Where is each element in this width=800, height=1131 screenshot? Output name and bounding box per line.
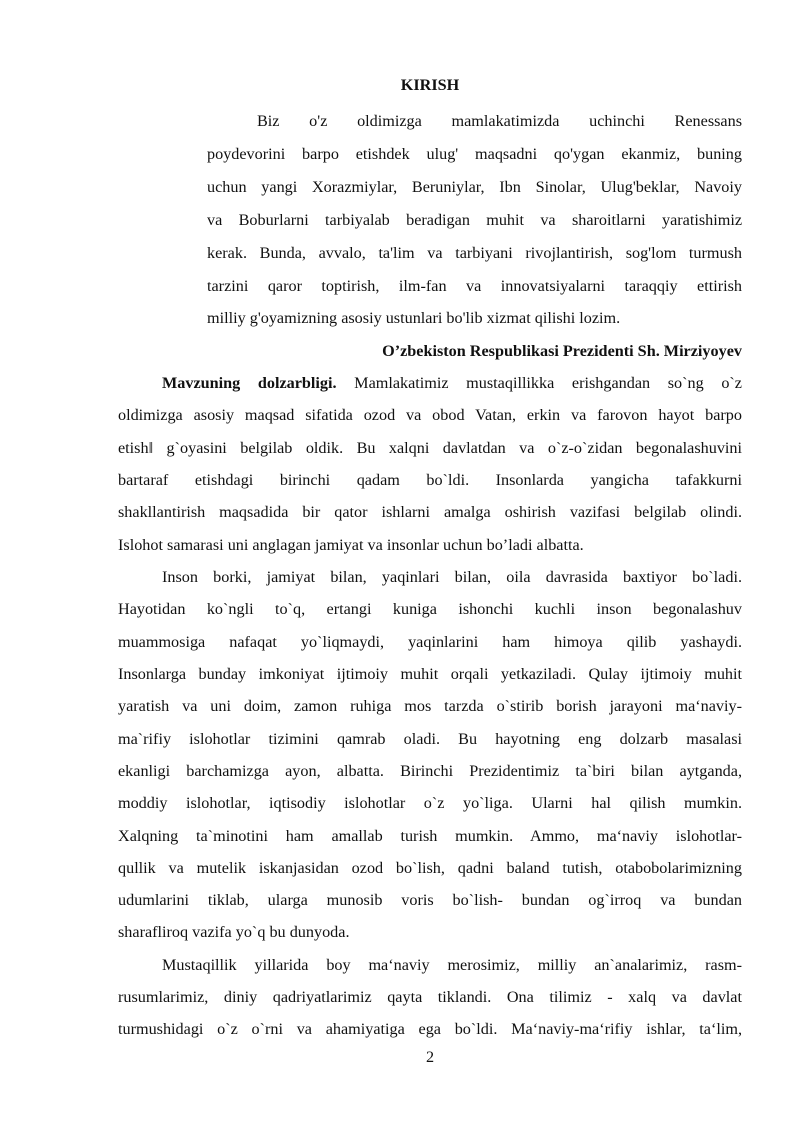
page-number: 2 [425, 1048, 435, 1066]
body-line: sharafliroq vazifa yo`q bu dunyoda. [118, 923, 350, 941]
body-line: oldimizga asosiy maqsad sifatida ozod va obod Vatan, erkin va farovon hayot barpo [118, 406, 742, 424]
page-heading: KIRISH [400, 76, 460, 94]
epigraph-line: Biz o'z oldimizga mamlakatimizda uchinchi Renessans [257, 112, 742, 130]
body-line: Islohot samarasi uni anglagan jamiyat va insonlar uchun bo’ladi albatta. [118, 536, 584, 554]
body-line: Hayotidan ko`ngli to`q, ertangi kuniga ishonchi kuchli inson begonalashuv [118, 600, 742, 618]
body-line: bartaraf etishdagi birinchi qadam bo`ldi. Insonlarda yangicha tafakkurni [118, 471, 742, 489]
body-line: Mustaqillik yillarida boy ma‘naviy merosimiz, milliy an`analarimiz, rasm- [162, 956, 742, 974]
epigraph-line: uchun yangi Xorazmiylar, Beruniylar, Ibn Sinolar, Ulug'beklar, Navoiy [207, 178, 742, 196]
body-line-text: Mamlakatimiz mustaqillikka erishgandan so`ng o`z [336, 374, 742, 392]
epigraph-line: poydevorini barpo etishdek ulug' maqsadni qo'ygan ekanmiz, buning [207, 145, 742, 163]
body-line: Inson borki, jamiyat bilan, yaqinlari bilan, oila davrasida baxtiyor bo`ladi. [162, 568, 742, 586]
body-line: ma`rifiy islohotlar tizimini qamrab oladi. Bu hayotning eng dolzarb masalasi [118, 730, 742, 748]
body-line: Xalqning ta`minotini ham amallab turish mumkin. Ammo, ma‘naviy islohotlar- [118, 827, 742, 845]
body-line: ekanligi barchamizga ayon, albatta. Birinchi Prezidentimiz ta`biri bilan aytganda, [118, 762, 742, 780]
body-line: Insonlarga bunday imkoniyat ijtimoiy muhit orqali yetkaziladi. Qulay ijtimoiy muhit [118, 665, 742, 683]
epigraph-line: tarzini qaror toptirish, ilm-fan va innovatsiyalarni taraqqiy ettirish [207, 277, 742, 295]
body-line: etish‖ g`oyasini belgilab oldik. Bu xalqni davlatdan va o`z-o`zidan begonalashuvini [118, 439, 742, 457]
body-line: shakllantirish maqsadida bir qator ishlarni amalga oshirish vazifasi belgilab olindi. [118, 503, 742, 521]
body-line: udumlarini tiklab, ularga munosib voris bo`lish- bundan og`irroq va bundan [118, 891, 742, 909]
body-line: yaratish va uni doim, zamon ruhiga mos tarzda o`stirib borish jarayoni ma‘naviy- [118, 697, 742, 715]
body-line: turmushidagi o`z o`rni va ahamiyatiga ega bo`ldi. Ma‘naviy-ma‘rifiy ishlar, ta‘lim, [118, 1020, 742, 1038]
section-label: Mavzuning dolzarbligi. [162, 374, 337, 392]
body-line: qullik va mutelik iskanjasidan ozod bo`lish, qadni baland tutish, otabobolarimizning [118, 859, 742, 877]
body-line: muammosiga nafaqat yo`liqmaydi, yaqinlarini ham himoya qilib yashaydi. [118, 633, 742, 651]
epigraph-line: kerak. Bunda, avvalo, ta'lim va tarbiyani rivojlantirish, sog'lom turmush [207, 244, 742, 262]
epigraph-line: va Boburlarni tarbiyalab beradigan muhit va sharoitlarni yaratishimiz [207, 211, 742, 229]
body-line: moddiy islohotlar, iqtisodiy islohotlar o`z yo`liga. Ularni hal qilish mumkin. [118, 794, 742, 812]
epigraph-author: O’zbekiston Respublikasi Prezidenti Sh. Mirziyoyev [382, 342, 742, 360]
body-line [162, 372, 742, 394]
epigraph-line: milliy g'oyamizning asosiy ustunlari bo'lib xizmat qilishi lozim. [207, 309, 621, 327]
body-line: rusumlarimiz, diniy qadriyatlarimiz qayta tiklandi. Ona tilimiz - xalq va davlat [118, 988, 742, 1006]
